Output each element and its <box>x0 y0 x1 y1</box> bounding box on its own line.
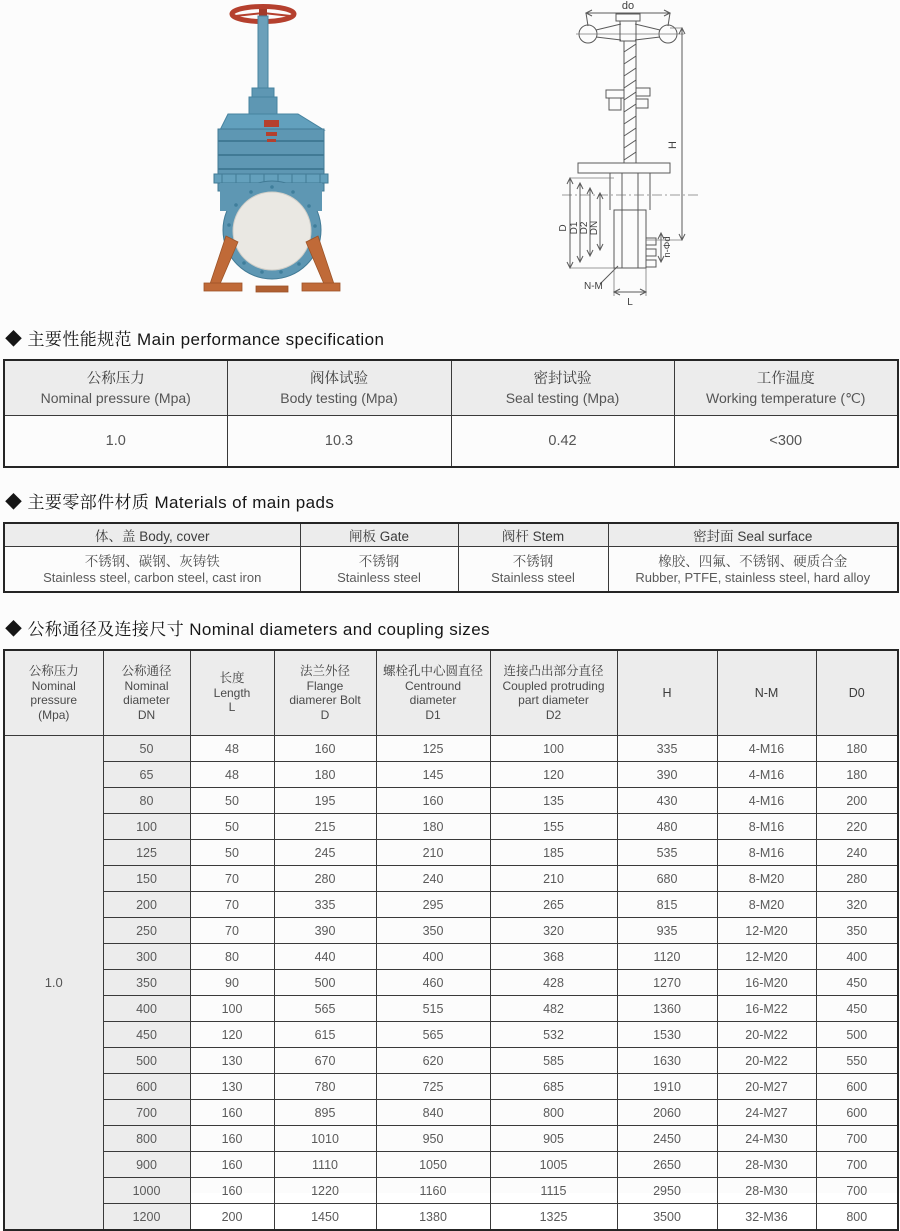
dimension-cell: 1360 <box>617 996 717 1022</box>
dimension-cell: 200 <box>190 1204 274 1231</box>
dimension-cell: 1110 <box>274 1152 376 1178</box>
dimension-cell: 160 <box>190 1152 274 1178</box>
dimensions-header-line: Length <box>213 685 251 700</box>
dimension-cell: 350 <box>376 918 490 944</box>
dn-cell: 350 <box>103 970 190 996</box>
dimensions-header-line: DN <box>137 707 156 722</box>
valve-photo <box>180 4 346 300</box>
dimensions-header-line: Coupled protruding <box>502 678 605 693</box>
dn-cell: 300 <box>103 944 190 970</box>
dimension-cell: 28-M30 <box>717 1152 816 1178</box>
dimension-cell: 24-M30 <box>717 1126 816 1152</box>
dimension-cell: 145 <box>376 762 490 788</box>
dimensions-header-cell <box>190 650 274 736</box>
dimensions-header-cell <box>4 650 103 736</box>
dimensions-header-row <box>4 650 898 736</box>
dn-cell: 200 <box>103 892 190 918</box>
dimensions-header-line: part diameter <box>518 693 589 707</box>
dimension-cell: 180 <box>274 762 376 788</box>
dimension-cell: 450 <box>816 970 898 996</box>
dimension-cell: 535 <box>617 840 717 866</box>
spec-header-zh: 公称压力 <box>86 370 145 387</box>
dimension-cell: 220 <box>816 814 898 840</box>
spec-header-zh: 密封试验 <box>533 370 592 387</box>
dimensions-header-line: Nominal <box>124 678 169 693</box>
spec-header-zh: 阀体试验 <box>310 370 368 387</box>
dimension-cell: 12-M20 <box>717 918 816 944</box>
spec-header-en: Body testing (Mpa) <box>280 389 398 406</box>
dn-cell: 450 <box>103 1022 190 1048</box>
dim-label-l: L <box>627 297 633 308</box>
dimension-cell: 685 <box>490 1074 617 1100</box>
dimensions-header-line: 公称通径 <box>121 664 172 678</box>
technical-drawing <box>548 0 718 310</box>
dn-cell: 900 <box>103 1152 190 1178</box>
dimension-cell: 1380 <box>376 1204 490 1231</box>
table-row <box>4 1022 898 1048</box>
dimensions-header-line: D1 <box>425 707 441 722</box>
dimensions-header-line: 螺栓孔中心圆直径 <box>382 664 483 678</box>
dimension-cell: 840 <box>376 1100 490 1126</box>
dn-cell: 800 <box>103 1126 190 1152</box>
material-value-zh: 不锈钢 <box>512 553 554 569</box>
dimension-cell: 400 <box>376 944 490 970</box>
dimension-cell: 700 <box>816 1178 898 1204</box>
dimensions-section-title: ◆ 公称通径及连接尺寸 Nominal diameters and coupling sizes <box>5 620 490 639</box>
dimension-cell: 48 <box>190 762 274 788</box>
dimension-cell: 1120 <box>617 944 717 970</box>
dimension-cell: 120 <box>190 1022 274 1048</box>
spec-value-cell: <300 <box>674 416 898 468</box>
dimension-cell: 28-M30 <box>717 1178 816 1204</box>
dimensions-header-line: N-M <box>754 685 779 700</box>
dimension-cell: 428 <box>490 970 617 996</box>
dimensions-header-line: D0 <box>848 685 865 700</box>
material-header-cell: 密封面 Seal surface <box>608 523 898 547</box>
dimension-cell: 4-M16 <box>717 788 816 814</box>
dimension-cell: 725 <box>376 1074 490 1100</box>
material-value-zh: 不锈钢、碳钢、灰铸铁 <box>84 553 220 569</box>
dimension-cell: 670 <box>274 1048 376 1074</box>
dimensions-header-line: Flange <box>306 678 344 693</box>
dimension-cell: 48 <box>190 736 274 762</box>
spec-header-en: Seal testing (Mpa) <box>505 389 620 406</box>
dimension-cell: 160 <box>190 1126 274 1152</box>
dimension-cell: 16-M22 <box>717 996 816 1022</box>
dimension-cell: 700 <box>816 1126 898 1152</box>
dimension-cell: 1910 <box>617 1074 717 1100</box>
dimension-cell: 50 <box>190 814 274 840</box>
dimension-cell: 20-M22 <box>717 1022 816 1048</box>
dimension-cell: 800 <box>816 1204 898 1231</box>
dimension-cell: 500 <box>816 1022 898 1048</box>
spec-header-zh: 工作温度 <box>756 370 815 387</box>
dimension-cell: 120 <box>490 762 617 788</box>
dimension-cell: 160 <box>190 1178 274 1204</box>
dn-cell: 1000 <box>103 1178 190 1204</box>
dimensions-header-line: 公称压力 <box>28 664 79 678</box>
spec-header-cell <box>4 360 227 416</box>
dimensions-header-line: D2 <box>545 707 562 722</box>
dimension-cell: 70 <box>190 866 274 892</box>
content <box>0 325 900 1231</box>
dimension-cell: 32-M36 <box>717 1204 816 1231</box>
dimensions-header-line: 法兰外径 <box>299 664 350 678</box>
dimension-cell: 180 <box>376 814 490 840</box>
dimension-cell: 390 <box>617 762 717 788</box>
dimension-cell: 1160 <box>376 1178 490 1204</box>
dimension-cell: 680 <box>617 866 717 892</box>
dimension-cell: 320 <box>490 918 617 944</box>
hero-images <box>0 0 900 312</box>
material-value-cell <box>458 547 608 593</box>
dimension-cell: 815 <box>617 892 717 918</box>
dimension-cell: 1530 <box>617 1022 717 1048</box>
dimensions-header-line: L <box>228 700 236 715</box>
dimension-cell: 1005 <box>490 1152 617 1178</box>
spec-header-cell <box>451 360 674 416</box>
material-value-cell <box>608 547 898 593</box>
dim-label-h: H <box>667 141 679 149</box>
dimension-cell: 100 <box>490 736 617 762</box>
dimension-cell: 50 <box>190 788 274 814</box>
dimensions-header-cell <box>816 650 898 736</box>
dimension-cell: 180 <box>816 762 898 788</box>
dimensions-header-cell <box>717 650 816 736</box>
table-row <box>4 1204 898 1231</box>
dim-label-do: do <box>621 0 635 12</box>
dimension-cell: 1270 <box>617 970 717 996</box>
dimension-cell: 210 <box>490 866 617 892</box>
dimension-cell: 565 <box>376 1022 490 1048</box>
dimension-cell: 160 <box>274 736 376 762</box>
table-row <box>4 788 898 814</box>
dimension-cell: 2060 <box>617 1100 717 1126</box>
dimension-cell: 450 <box>816 996 898 1022</box>
dn-cell: 250 <box>103 918 190 944</box>
dn-cell: 65 <box>103 762 190 788</box>
table-row <box>4 736 898 762</box>
dimension-cell: 350 <box>816 918 898 944</box>
table-row <box>4 1048 898 1074</box>
dimension-cell: 8-M16 <box>717 840 816 866</box>
material-header-cell: 闸板 Gate <box>300 523 458 547</box>
table-row <box>4 996 898 1022</box>
dimension-cell: 335 <box>274 892 376 918</box>
dimension-cell: 368 <box>490 944 617 970</box>
material-header-cell: 阀杆 Stem <box>458 523 608 547</box>
dimension-cell: 4-M16 <box>717 762 816 788</box>
material-value-en: Stainless steel <box>491 569 575 585</box>
performance-section-title: ◆ 主要性能规范 Main performance specification <box>5 330 385 349</box>
dimension-cell: 180 <box>816 736 898 762</box>
dimensions-header-cell <box>490 650 617 736</box>
dimensions-header-line: pressure <box>30 693 78 707</box>
dimension-cell: 950 <box>376 1126 490 1152</box>
dimension-cell: 2450 <box>617 1126 717 1152</box>
dimension-cell: 500 <box>274 970 376 996</box>
materials-section-title: ◆ 主要零部件材质 Materials of main pads <box>5 493 335 512</box>
dimension-cell: 215 <box>274 814 376 840</box>
dn-cell: 400 <box>103 996 190 1022</box>
dimensions-header-line: 长度 <box>219 671 245 686</box>
dimension-cell: 3500 <box>617 1204 717 1231</box>
dim-label-nm: N-M <box>584 281 603 292</box>
dimension-cell: 130 <box>190 1048 274 1074</box>
dimensions-header-line: diamerer Bolt <box>289 693 361 707</box>
dimension-cell: 280 <box>816 866 898 892</box>
dimensions-header-cell <box>376 650 490 736</box>
dimension-cell: 895 <box>274 1100 376 1126</box>
dn-cell: 80 <box>103 788 190 814</box>
dimension-cell: 800 <box>490 1100 617 1126</box>
dimensions-header-cell <box>274 650 376 736</box>
dimension-cell: 1220 <box>274 1178 376 1204</box>
dimension-cell: 200 <box>816 788 898 814</box>
dimension-cell: 100 <box>190 996 274 1022</box>
dimension-cell: 90 <box>190 970 274 996</box>
dim-label-d1: D1 <box>569 221 580 235</box>
dn-cell: 600 <box>103 1074 190 1100</box>
dn-cell: 50 <box>103 736 190 762</box>
dn-cell: 1200 <box>103 1204 190 1231</box>
dimension-cell: 195 <box>274 788 376 814</box>
dimension-cell: 780 <box>274 1074 376 1100</box>
dimension-cell: 16-M20 <box>717 970 816 996</box>
dimension-cell: 1630 <box>617 1048 717 1074</box>
dimension-cell: 12-M20 <box>717 944 816 970</box>
table-row <box>4 762 898 788</box>
table-row <box>4 1074 898 1100</box>
dn-cell: 500 <box>103 1048 190 1074</box>
table-row <box>4 814 898 840</box>
dimension-cell: 430 <box>617 788 717 814</box>
dimension-cell: 135 <box>490 788 617 814</box>
materials-table <box>3 522 899 593</box>
dimension-cell: 245 <box>274 840 376 866</box>
dimensions-header-line: Centround <box>404 678 462 693</box>
dim-label-nphid: n-Φd <box>662 236 673 258</box>
material-value-zh: 不锈钢 <box>358 553 400 569</box>
dimensions-header-line: D <box>320 707 330 722</box>
dimension-cell: 400 <box>816 944 898 970</box>
material-value-en: Stainless steel, carbon steel, cast iron <box>43 569 262 585</box>
dimensions-table <box>3 649 899 1231</box>
dim-label-dn: DN <box>589 220 600 236</box>
dimension-cell: 125 <box>376 736 490 762</box>
dimension-cell: 905 <box>490 1126 617 1152</box>
dimension-cell: 50 <box>190 840 274 866</box>
dimensions-header-line: (Mpa) <box>38 707 70 722</box>
dimensions-header-cell <box>103 650 190 736</box>
dimension-cell: 8-M16 <box>717 814 816 840</box>
dimension-cell: 265 <box>490 892 617 918</box>
performance-value-row <box>4 416 898 468</box>
material-value-cell <box>300 547 458 593</box>
dimension-cell: 70 <box>190 892 274 918</box>
dimension-cell: 1450 <box>274 1204 376 1231</box>
dimension-cell: 70 <box>190 918 274 944</box>
dimension-cell: 440 <box>274 944 376 970</box>
material-value-cell <box>4 547 300 593</box>
dimension-cell: 1325 <box>490 1204 617 1231</box>
dimension-cell: 130 <box>190 1074 274 1100</box>
dimension-cell: 20-M27 <box>717 1074 816 1100</box>
nominal-pressure-cell: 1.0 <box>4 736 103 1231</box>
dimension-cell: 1050 <box>376 1152 490 1178</box>
dimension-cell: 335 <box>617 736 717 762</box>
dimension-cell: 700 <box>816 1152 898 1178</box>
table-row <box>4 970 898 996</box>
table-row <box>4 892 898 918</box>
dn-cell: 150 <box>103 866 190 892</box>
dimension-cell: 1010 <box>274 1126 376 1152</box>
dimensions-header-line: diameter <box>123 693 170 707</box>
dimension-cell: 600 <box>816 1074 898 1100</box>
table-row <box>4 1100 898 1126</box>
dimension-cell: 320 <box>816 892 898 918</box>
material-value-zh: 橡胶、四氟、不锈钢、硬质合金 <box>658 553 848 569</box>
performance-header-row <box>4 360 898 416</box>
dimension-cell: 615 <box>274 1022 376 1048</box>
dimension-cell: 480 <box>617 814 717 840</box>
dimension-cell: 80 <box>190 944 274 970</box>
dimension-cell: 390 <box>274 918 376 944</box>
dimension-cell: 935 <box>617 918 717 944</box>
dim-label-d2: D2 <box>579 221 590 235</box>
spec-value-cell: 0.42 <box>451 416 674 468</box>
spec-header-cell <box>674 360 898 416</box>
dim-label-d: D <box>558 224 569 232</box>
dimensions-header-cell <box>617 650 717 736</box>
dimension-cell: 160 <box>190 1100 274 1126</box>
materials-value-row <box>4 547 898 593</box>
dimension-cell: 240 <box>816 840 898 866</box>
dimension-cell: 160 <box>376 788 490 814</box>
dimension-cell: 482 <box>490 996 617 1022</box>
dimensions-header-line: H <box>662 685 672 700</box>
table-row <box>4 840 898 866</box>
spec-header-en: Working temperature (℃) <box>706 389 866 406</box>
dimension-cell: 600 <box>816 1100 898 1126</box>
table-row <box>4 866 898 892</box>
table-row <box>4 1126 898 1152</box>
dimension-cell: 295 <box>376 892 490 918</box>
dimension-cell: 8-M20 <box>717 892 816 918</box>
dimension-cell: 2650 <box>617 1152 717 1178</box>
dimension-cell: 515 <box>376 996 490 1022</box>
valve-disc <box>233 192 311 270</box>
dimensions-header-line: Nominal <box>31 678 76 693</box>
dimension-cell: 210 <box>376 840 490 866</box>
dn-cell: 700 <box>103 1100 190 1126</box>
dimension-cell: 2950 <box>617 1178 717 1204</box>
dimension-cell: 460 <box>376 970 490 996</box>
materials-header-row <box>4 523 898 547</box>
dimension-cell: 20-M22 <box>717 1048 816 1074</box>
dimensions-header-line: 连接凸出部分直径 <box>503 664 604 678</box>
dimensions-header-line: diameter <box>409 693 457 707</box>
spec-value-cell: 10.3 <box>227 416 451 468</box>
table-row <box>4 1178 898 1204</box>
material-value-en: Stainless steel <box>337 569 421 585</box>
table-row <box>4 918 898 944</box>
dimension-cell: 550 <box>816 1048 898 1074</box>
dimension-cell: 24-M27 <box>717 1100 816 1126</box>
dimension-cell: 280 <box>274 866 376 892</box>
dn-cell: 125 <box>103 840 190 866</box>
dimension-cell: 185 <box>490 840 617 866</box>
material-value-en: Rubber, PTFE, stainless steel, hard alloy <box>635 569 871 585</box>
table-row <box>4 944 898 970</box>
dimension-cell: 532 <box>490 1022 617 1048</box>
performance-table <box>3 359 899 468</box>
dn-cell: 100 <box>103 814 190 840</box>
dimension-cell: 565 <box>274 996 376 1022</box>
table-row <box>4 1152 898 1178</box>
dimension-cell: 8-M20 <box>717 866 816 892</box>
dimension-cell: 4-M16 <box>717 736 816 762</box>
spec-header-en: Nominal pressure (Mpa) <box>40 389 191 406</box>
spec-header-cell <box>227 360 451 416</box>
dimension-cell: 155 <box>490 814 617 840</box>
dimension-cell: 620 <box>376 1048 490 1074</box>
dimension-cell: 585 <box>490 1048 617 1074</box>
dimension-cell: 240 <box>376 866 490 892</box>
material-header-cell: 体、盖 Body, cover <box>4 523 300 547</box>
spec-value-cell: 1.0 <box>4 416 227 468</box>
dimension-cell: 1115 <box>490 1178 617 1204</box>
